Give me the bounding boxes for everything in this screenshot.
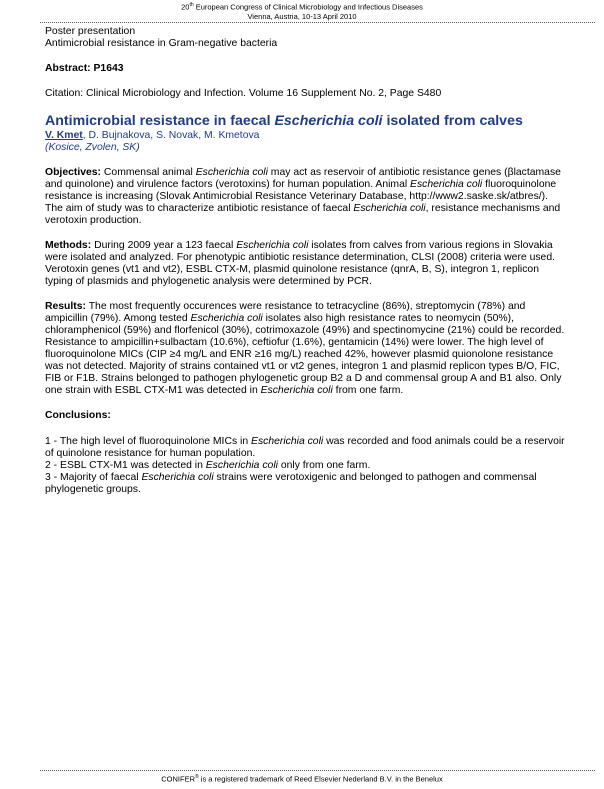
species-name: Escherichia coli xyxy=(251,436,324,447)
conclusions-label: Conclusions: xyxy=(45,410,111,421)
species-name: Escherichia coli xyxy=(141,472,214,483)
conclusion-item xyxy=(45,436,565,460)
conclusion-text: 1 - The high level of fluoroquinolone MICs in xyxy=(45,436,252,447)
citation: Citation: Clinical Microbiology and Infection. Volume 16 Supplement No. 2, Page S480 xyxy=(45,88,442,99)
methods-section xyxy=(45,240,565,288)
species-name: Escherichia coli xyxy=(236,240,309,251)
title-part1: Antimicrobial resistance in faecal xyxy=(45,113,275,129)
abstract-title xyxy=(45,113,565,130)
co-authors: , D. Bujnakova, S. Novak, M. Kmetova xyxy=(82,130,260,141)
footer-text: is a registered trademark of Reed Elsevier Nederland B.V. in the Benelux xyxy=(198,774,443,784)
objectives-section xyxy=(45,167,565,227)
presentation-type: Poster presentation xyxy=(45,26,136,37)
objectives-text: , resistance mechanisms and verotoxin production. xyxy=(45,203,561,226)
results-label: Results: xyxy=(45,301,86,312)
species-name: Escherichia coli xyxy=(205,460,278,471)
header-divider xyxy=(40,22,595,23)
species-name: Escherichia coli xyxy=(190,313,263,324)
registered-mark: ® xyxy=(195,774,199,780)
conclusion-text: 3 - Majority of faecal xyxy=(45,472,142,483)
results-text: The most frequently occurences were resistance to tetracycline (86%), streptomycin (78%) and ampicillin (79%). Among tested xyxy=(45,301,526,324)
congress-ordinal-suffix: th xyxy=(189,2,194,8)
author-list xyxy=(45,130,565,142)
conclusion-item xyxy=(45,472,565,496)
presenting-author-link[interactable]: V. Kmet xyxy=(45,130,83,141)
objectives-text: fluoroquinolone resistance is increasing (Slovak Antimicrobial Resistance Veterinary Database, http://www2.saske.sk/atbres/). The aim of study was to characterize antibiotic resistance of faecal xyxy=(45,179,557,214)
conclusion-text: was recorded and food animals could be a reservoir of quinolone resistance for human population. xyxy=(45,436,565,459)
congress-location: Vienna, Austria, 10-13 April 2010 xyxy=(247,11,357,21)
conclusion-item xyxy=(45,460,565,472)
results-text: isolates also high resistance rates to neomycin (50%), chloramphenicol (59%) and florfenicol (30%), cotrimoxazole (49%) and spectinomycine (21%) could be recorded. Resistance to ampicillin+sulbactam (10.6%), ceftiofur (1.6%), gentamicin (14%) were lower. The high level of fluoroquinolone MICs (CIP ≥4 mg/L and ENR ≥16 mg/L) reached 42%, however plasmid quionolone resistance was not detected. Majority of strains contained vt1 or vt2 genes, integron 1 and plasmid replicon types B/O, FIC, FIB or F1B. Strains belonged to pathogen phylogenetic group B2 a D and commensal group A and B1 also. Only one strain with ESBL CTX-M1 was detected in xyxy=(45,313,565,396)
trademark-footer xyxy=(0,773,604,784)
abstract-body xyxy=(45,26,565,496)
conclusion-text: only from one farm. xyxy=(277,460,371,471)
species-name: Escherichia coli xyxy=(260,385,333,396)
methods-text: isolates from calves from various regions in Slovakia were isolated and analyzed. For phenotypic antibiotic resistance determination, CLSI (2008) criteria were used. Verotoxin genes (vt1 and vt2), ESBL CTX-M, plasmid quinolone resistance (qnrA, B, S), integron 1, replicon typing of plasmids and phylogenetic analysis were determined by PCR. xyxy=(45,240,555,287)
species-name: Escherichia coli xyxy=(353,203,426,214)
results-section xyxy=(45,301,565,397)
objectives-text: Commensal animal xyxy=(101,167,196,178)
footer-divider xyxy=(40,770,595,771)
conclusion-text: 2 - ESBL CTX-M1 was detected in xyxy=(45,460,206,471)
congress-header xyxy=(0,0,604,21)
abstract-category: Antimicrobial resistance in Gram-negative bacteria xyxy=(45,38,278,49)
congress-ordinal: 20 xyxy=(181,2,190,12)
abstract-id: Abstract: P1643 xyxy=(45,63,124,74)
objectives-label: Objectives: xyxy=(45,167,102,178)
methods-text: During 2009 year a 123 faecal xyxy=(91,240,237,251)
species-name: Escherichia coli xyxy=(410,179,483,190)
objectives-text: may act as reservoir of antibiotic resistance genes (βlactamase and quinolone) and virulence factors (verotoxins) for human population. Animal xyxy=(45,167,561,190)
affiliation: (Kosice, Zvolen, SK) xyxy=(45,142,140,153)
methods-label: Methods: xyxy=(45,240,92,251)
conclusion-text: strains were verotoxigenic and belonged to pathogen and commensal phylogenetic groups. xyxy=(45,472,537,495)
footer-brand: CONIFER xyxy=(161,774,196,784)
congress-title: European Congress of Clinical Microbiology and Infectious Diseases xyxy=(193,2,423,12)
results-text: from one farm. xyxy=(332,385,404,396)
title-species: Escherichia coli xyxy=(274,113,383,129)
title-part2: isolated from calves xyxy=(382,113,523,129)
congress-name xyxy=(0,1,604,12)
species-name: Escherichia coli xyxy=(195,167,268,178)
